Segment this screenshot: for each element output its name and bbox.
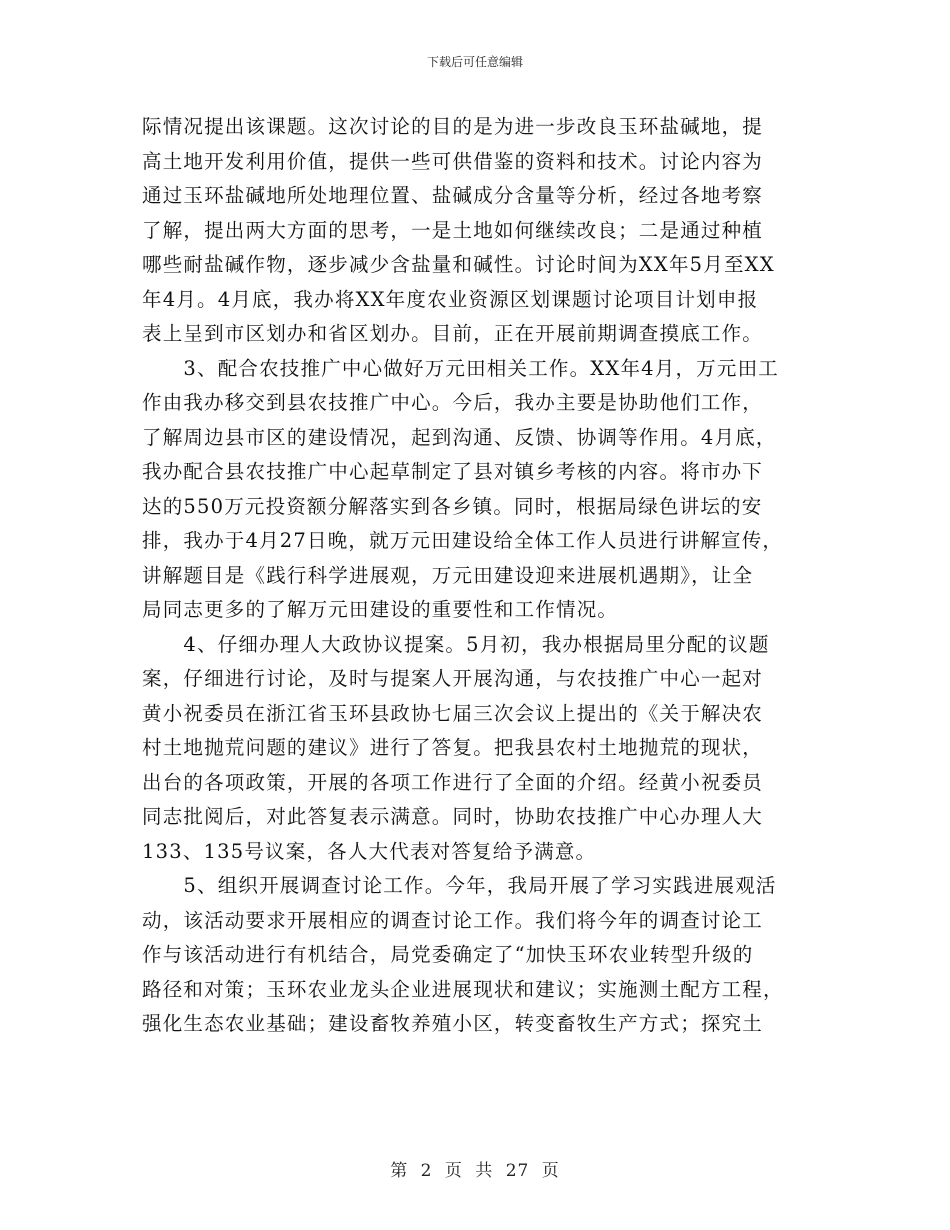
text-line: 133、135号议案，各人大代表对答复给予满意。 xyxy=(142,839,597,863)
text-line: 黄小祝委员在浙江省玉环县政协七届三次会议上提出的《关于解决农 xyxy=(142,701,764,725)
text-line: 村土地抛荒问题的建议》进行了答复。把我县农村土地抛荒的现状， xyxy=(142,736,764,759)
text-line: 表上呈到市区划办和省区划办。目前，正在开展前期调查摸底工作。 xyxy=(142,322,764,345)
text-line: 动，该活动要求开展相应的调查讨论工作。我们将今年的调查讨论工 xyxy=(142,908,764,932)
text-line: 通过玉环盐碱地所处地理位置、盐碱成分含量等分析，经过各地考察 xyxy=(142,184,764,207)
text-line: 了解周边县市区的建设情况，起到沟通、反馈、协调等作用。4月底， xyxy=(142,425,777,449)
text-line: 3、配合农技推广中心做好万元田相关工作。XX年4月，万元田工 xyxy=(142,356,779,380)
text-line: 哪些耐盐碱作物，逐步减少含盐量和碱性。讨论时间为XX年5月至XX xyxy=(142,253,775,276)
text-line: 了解，提出两大方面的思考，一是土地如何继续改良；二是通过种植 xyxy=(142,218,764,242)
text-line: 出台的各项政策，开展的各项工作进行了全面的介绍。经黄小祝委员 xyxy=(142,770,764,794)
text-line: 达的550万元投资额分解落实到各乡镇。同时，根据局绿色讲坛的安 xyxy=(142,494,763,518)
text-line: 同志批阅后，对此答复表示满意。同时，协助农技推广中心办理人大 xyxy=(142,805,764,828)
text-line: 5、组织开展调查讨论工作。今年，我局开展了学习实践进展观活 xyxy=(142,874,777,897)
page-header-note: 下载后可任意编辑 xyxy=(426,55,523,69)
text-line: 4、仔细办理人大政协议提案。5月初，我办根据局里分配的议题 xyxy=(142,632,770,656)
text-line: 我办配合县农技推广中心起草制定了县对镇乡考核的内容。将市办下 xyxy=(142,460,764,483)
text-line: 作由我办移交到县农技推广中心。今后，我办主要是协助他们工作， xyxy=(142,391,764,414)
text-line: 排，我办于4月27日晚，就万元田建设给全体工作人员进行讲解宣传， xyxy=(142,529,784,552)
text-line: 路径和对策；玉环农业龙头企业进展现状和建议；实施测土配方工程， xyxy=(142,977,784,1001)
text-line: 作与该活动进行有机结合，局党委确定了“加快玉环农业转型升级的 xyxy=(142,943,754,966)
text-line: 强化生态农业基础；建设畜牧养殖小区，转变畜牧生产方式；探究土 xyxy=(142,1012,764,1035)
body-text xyxy=(142,110,808,1042)
text-line: 讲解题目是《践行科学进展观，万元田建设迎来进展机遇期》，让全 xyxy=(142,563,754,587)
document-body xyxy=(142,110,808,1042)
text-line: 局同志更多的了解万元田建设的重要性和工作情况。 xyxy=(142,598,619,621)
page-number: 第 2 页 共 27 页 xyxy=(390,1161,560,1181)
text-line: 年4月。4月底，我办将XX年度农业资源区划课题讨论项目计划申报 xyxy=(142,287,759,311)
text-line: 案，仔细进行讨论，及时与提案人开展沟通，与农技推广中心一起对 xyxy=(142,667,764,690)
text-line: 高土地开发利用价值，提供一些可供借鉴的资料和技术。讨论内容为 xyxy=(142,149,764,173)
text-line: 际情况提出该课题。这次讨论的目的是为进一步改良玉环盐碱地，提 xyxy=(142,115,764,138)
